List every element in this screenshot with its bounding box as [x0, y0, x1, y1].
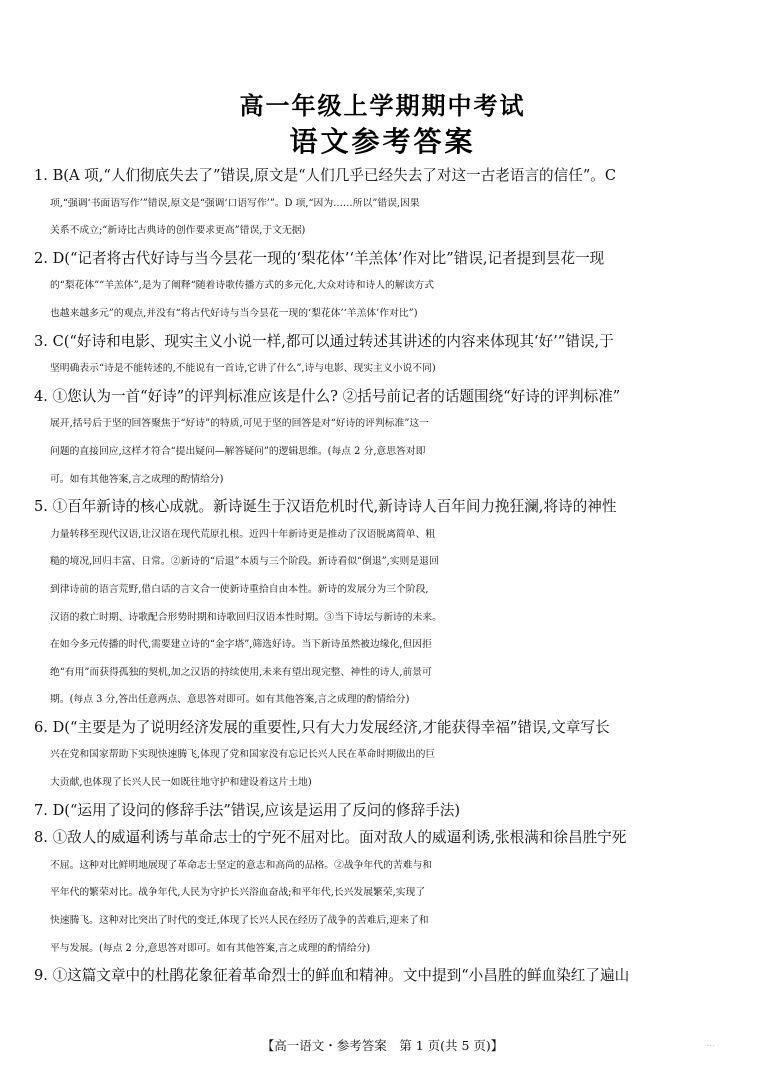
- answer-item: [34, 328, 740, 383]
- answer-item: [34, 493, 740, 714]
- answer-item: [34, 245, 740, 328]
- answer-line: 力量转移至现代汉语,让汉语在现代荒原扎根。近四十年新诗更是推动了汉语脱离简单、粗: [50, 528, 436, 540]
- answer-line-first: 8. ①敌人的威逼利诱与革命志士的宁死不屈对比。面对敌人的威逼利诱,张根满和徐昌胜宁死: [34, 829, 627, 847]
- answer-line-first: 7. D(“运用了设问的修辞手法”错误,应该是运用了反问的修辞手法): [34, 801, 461, 819]
- answer-list: [34, 162, 740, 990]
- answer-line: 兴在党和国家帮助下实现快速腾飞,体现了党和国家没有忘记长兴人民在革命时期做出的巨: [50, 749, 436, 761]
- answer-line: 的“梨花体”“羊羔体”,是为了阐释“随着诗歌传播方式的多元化,大众对诗和诗人的解读方式: [50, 280, 434, 292]
- answer-item: [34, 797, 740, 825]
- page-footer: 【高一语文・参考答案 第 1 页(共 5 页)】: [261, 1038, 504, 1053]
- answer-key-title: 语文参考答案: [289, 125, 476, 158]
- answer-item: [34, 824, 740, 962]
- answer-line-first: 1. B(A 项,“人们彻底失去了”错误,原文是“人们几乎已经失去了对这一古老语言的信任”。C: [34, 167, 617, 184]
- answer-line: 大贡献,也体现了长兴人民一如既往地守护和建设着这片土地): [50, 777, 312, 789]
- answer-line: 汉语的救亡时期、诗歌配合形势时期和诗歌回归汉语本性时期。③当下诗坛与新诗的未来。: [50, 611, 442, 623]
- answer-line: 期。(每点 3 分,答出任意两点、意思答对即可。如有其他答案,言之成理的酌情给分): [50, 694, 410, 706]
- answer-line: 平年代的繁荣对比。战争年代,人民为守护长兴浴血奋战;和平年代,长兴发展繁荣,实现了: [50, 887, 426, 899]
- answer-line-first: 2. D(“记者将古代好诗与当今昙花一现的‘梨花体’‘羊羔体’作对比”错误,记者提到昙花一现: [34, 249, 605, 267]
- answer-line-first: 3. C(“好诗和电影、现实主义小说一样,都可以通过转述其讲述的内容来体现其‘好’”错误,于: [34, 332, 614, 350]
- answer-line: 到律诗前的语言荒野,借白话的言文合一使新诗重拾自由本性。新诗的发展分为三个阶段,: [50, 583, 429, 595]
- answer-line: 不屈。这种对比鲜明地展现了革命志士坚定的意志和高尚的品格。②战争年代的苦难与和: [50, 859, 433, 871]
- answer-line-first: 6. D(“主要是为了说明经济发展的重要性,只有大力发展经济,才能获得幸福”错误,文章写长: [34, 718, 610, 736]
- answer-line: 关系不成立;“新诗比古典诗的创作要求更高”错误,于文无据): [50, 225, 306, 237]
- answer-line: 快速腾飞。这种对比突出了时代的变迁,体现了长兴人民在经历了战争的苦难后,迎来了和: [50, 915, 429, 927]
- answer-item: [34, 162, 740, 245]
- corner-mark: ...: [706, 1039, 715, 1049]
- answer-item: [34, 714, 740, 797]
- answer-line: 项,“强调‘书面语写作’”错误,原文是“强调‘口语写作’”。D 项,“因为……所以”错误,因果: [50, 197, 420, 209]
- answer-line-first: 5. ①百年新诗的核心成就。新诗诞生于汉语危机时代,新诗诗人百年间力挽狂澜,将诗的神性: [34, 498, 617, 516]
- answer-line: 问题的直接回应,这样才符合“提出疑问—解答疑问”的逻辑思维。(每点 2 分,意思答对即: [50, 445, 426, 457]
- answer-line: 坚明确表示“诗是不能转述的,不能说有一首诗,它讲了什么”,诗与电影、现实主义小说不同): [50, 363, 436, 375]
- answer-line: 平与发展。(每点 2 分,意思答对即可。如有其他答案,言之成理的酌情给分): [50, 942, 371, 954]
- exam-title: 高一年级上学期期中考试: [239, 92, 526, 120]
- answer-line-first: 4. ①您认为一首“好诗”的评判标准应该是什么? ②括号前记者的话题围绕“好诗的评判标准”: [34, 387, 621, 405]
- answer-item: [34, 383, 740, 493]
- answer-line: 展开,括号后于坚的回答聚焦于“好诗”的特质,可见于坚的回答是对“好诗的评判标准”这一: [50, 418, 429, 430]
- answer-item: [34, 962, 740, 990]
- answer-line: 绝“有用”而获得孤独的契机,加之汉语的持续使用,未来有望出现完整、神性的诗人,前景可: [50, 666, 432, 678]
- answer-line: 糙的境况,回归丰富、日常。②新诗的“后退”本质与三个阶段。新诗看似“倒退”,实则是退回: [50, 556, 439, 568]
- answer-line-first: 9. ①这篇文章中的杜鹃花象征着革命烈士的鲜血和精神。文中提到“小昌胜的鲜血染红了遍山: [34, 967, 630, 985]
- answer-line: 可。如有其他答案,言之成理的酌情给分): [50, 473, 224, 485]
- answer-line: 也越来越多元”的观点,并没有“将古代好诗与当今昙花一现的‘梨花体’‘羊羔体’作对比”): [50, 307, 418, 319]
- answer-line: 在如今多元传播的时代,需要建立诗的“金字塔”,筛选好诗。当下新诗虽然被边缘化,但因拒: [50, 639, 432, 651]
